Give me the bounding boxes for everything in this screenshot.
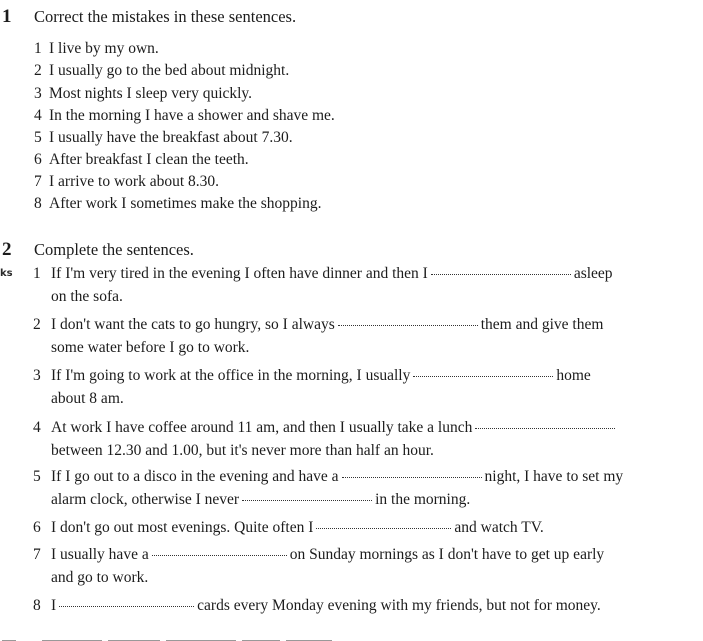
ex1-sentence: 8 After work I sometimes make the shopping. [34,195,322,212]
ex2-item: 4 At work I have coffee around 11 am, and then I usually take a lunch between 12.30 and 1.00, but it's never more than half an hour. [33,416,693,462]
answer-blank[interactable] [431,273,571,275]
ex1-sentence: 1 I live by my own. [34,40,159,57]
answer-blank[interactable] [475,427,615,429]
exercise-2-heading: Complete the sentences. [34,240,194,259]
ex1-sentence: 2 I usually go to the bed about midnight. [34,62,290,79]
answer-blank[interactable] [338,324,478,326]
margin-label: ks [0,268,13,279]
ex1-sentence: 7 I arrive to work about 8.30. [34,173,220,190]
ex2-item: 6 I don't go out most evenings. Quite often I and watch TV. [33,519,544,536]
ex1-sentence: 5 I usually have the breakfast about 7.30. [34,129,293,146]
exercise-1-heading: Correct the mistakes in these sentences. [34,7,297,26]
answer-blank[interactable] [413,375,553,377]
ex1-sentence: 6 After breakfast I clean the teeth. [34,151,249,168]
ex2-item: 2 I don't want the cats to go hungry, so I always them and give them some water before I go to work. [33,316,604,356]
answer-blank[interactable] [242,499,372,501]
ex2-item: 3 If I'm going to work at the office in the morning, I usually home about 8 am. [33,367,591,407]
ex1-sentence: 4 In the morning I have a shower and shave me. [34,107,335,124]
ex2-item: 1 If I'm very tired in the evening I often have dinner and then I asleep on the sofa. [33,265,613,305]
ex1-sentence: 3 Most nights I sleep very quickly. [34,85,253,102]
answer-blank[interactable] [342,476,482,478]
exercise-1-number: 1 [2,6,12,27]
answer-blank[interactable] [316,527,451,529]
exercise-2-number: 2 [2,239,12,260]
answer-blank[interactable] [152,554,287,556]
answer-blank[interactable] [59,605,194,607]
cropped-next-line [0,630,703,641]
ex2-item: 5 If I go out to a disco in the evening and have a night, I have to set my alarm clock, otherwise I never in the morning. [33,468,624,508]
ex2-item: 7 I usually have a on Sunday mornings as I don't have to get up early and go to work. [33,546,605,586]
ex2-item: 8 I cards every Monday evening with my friends, but not for money. [33,597,601,614]
